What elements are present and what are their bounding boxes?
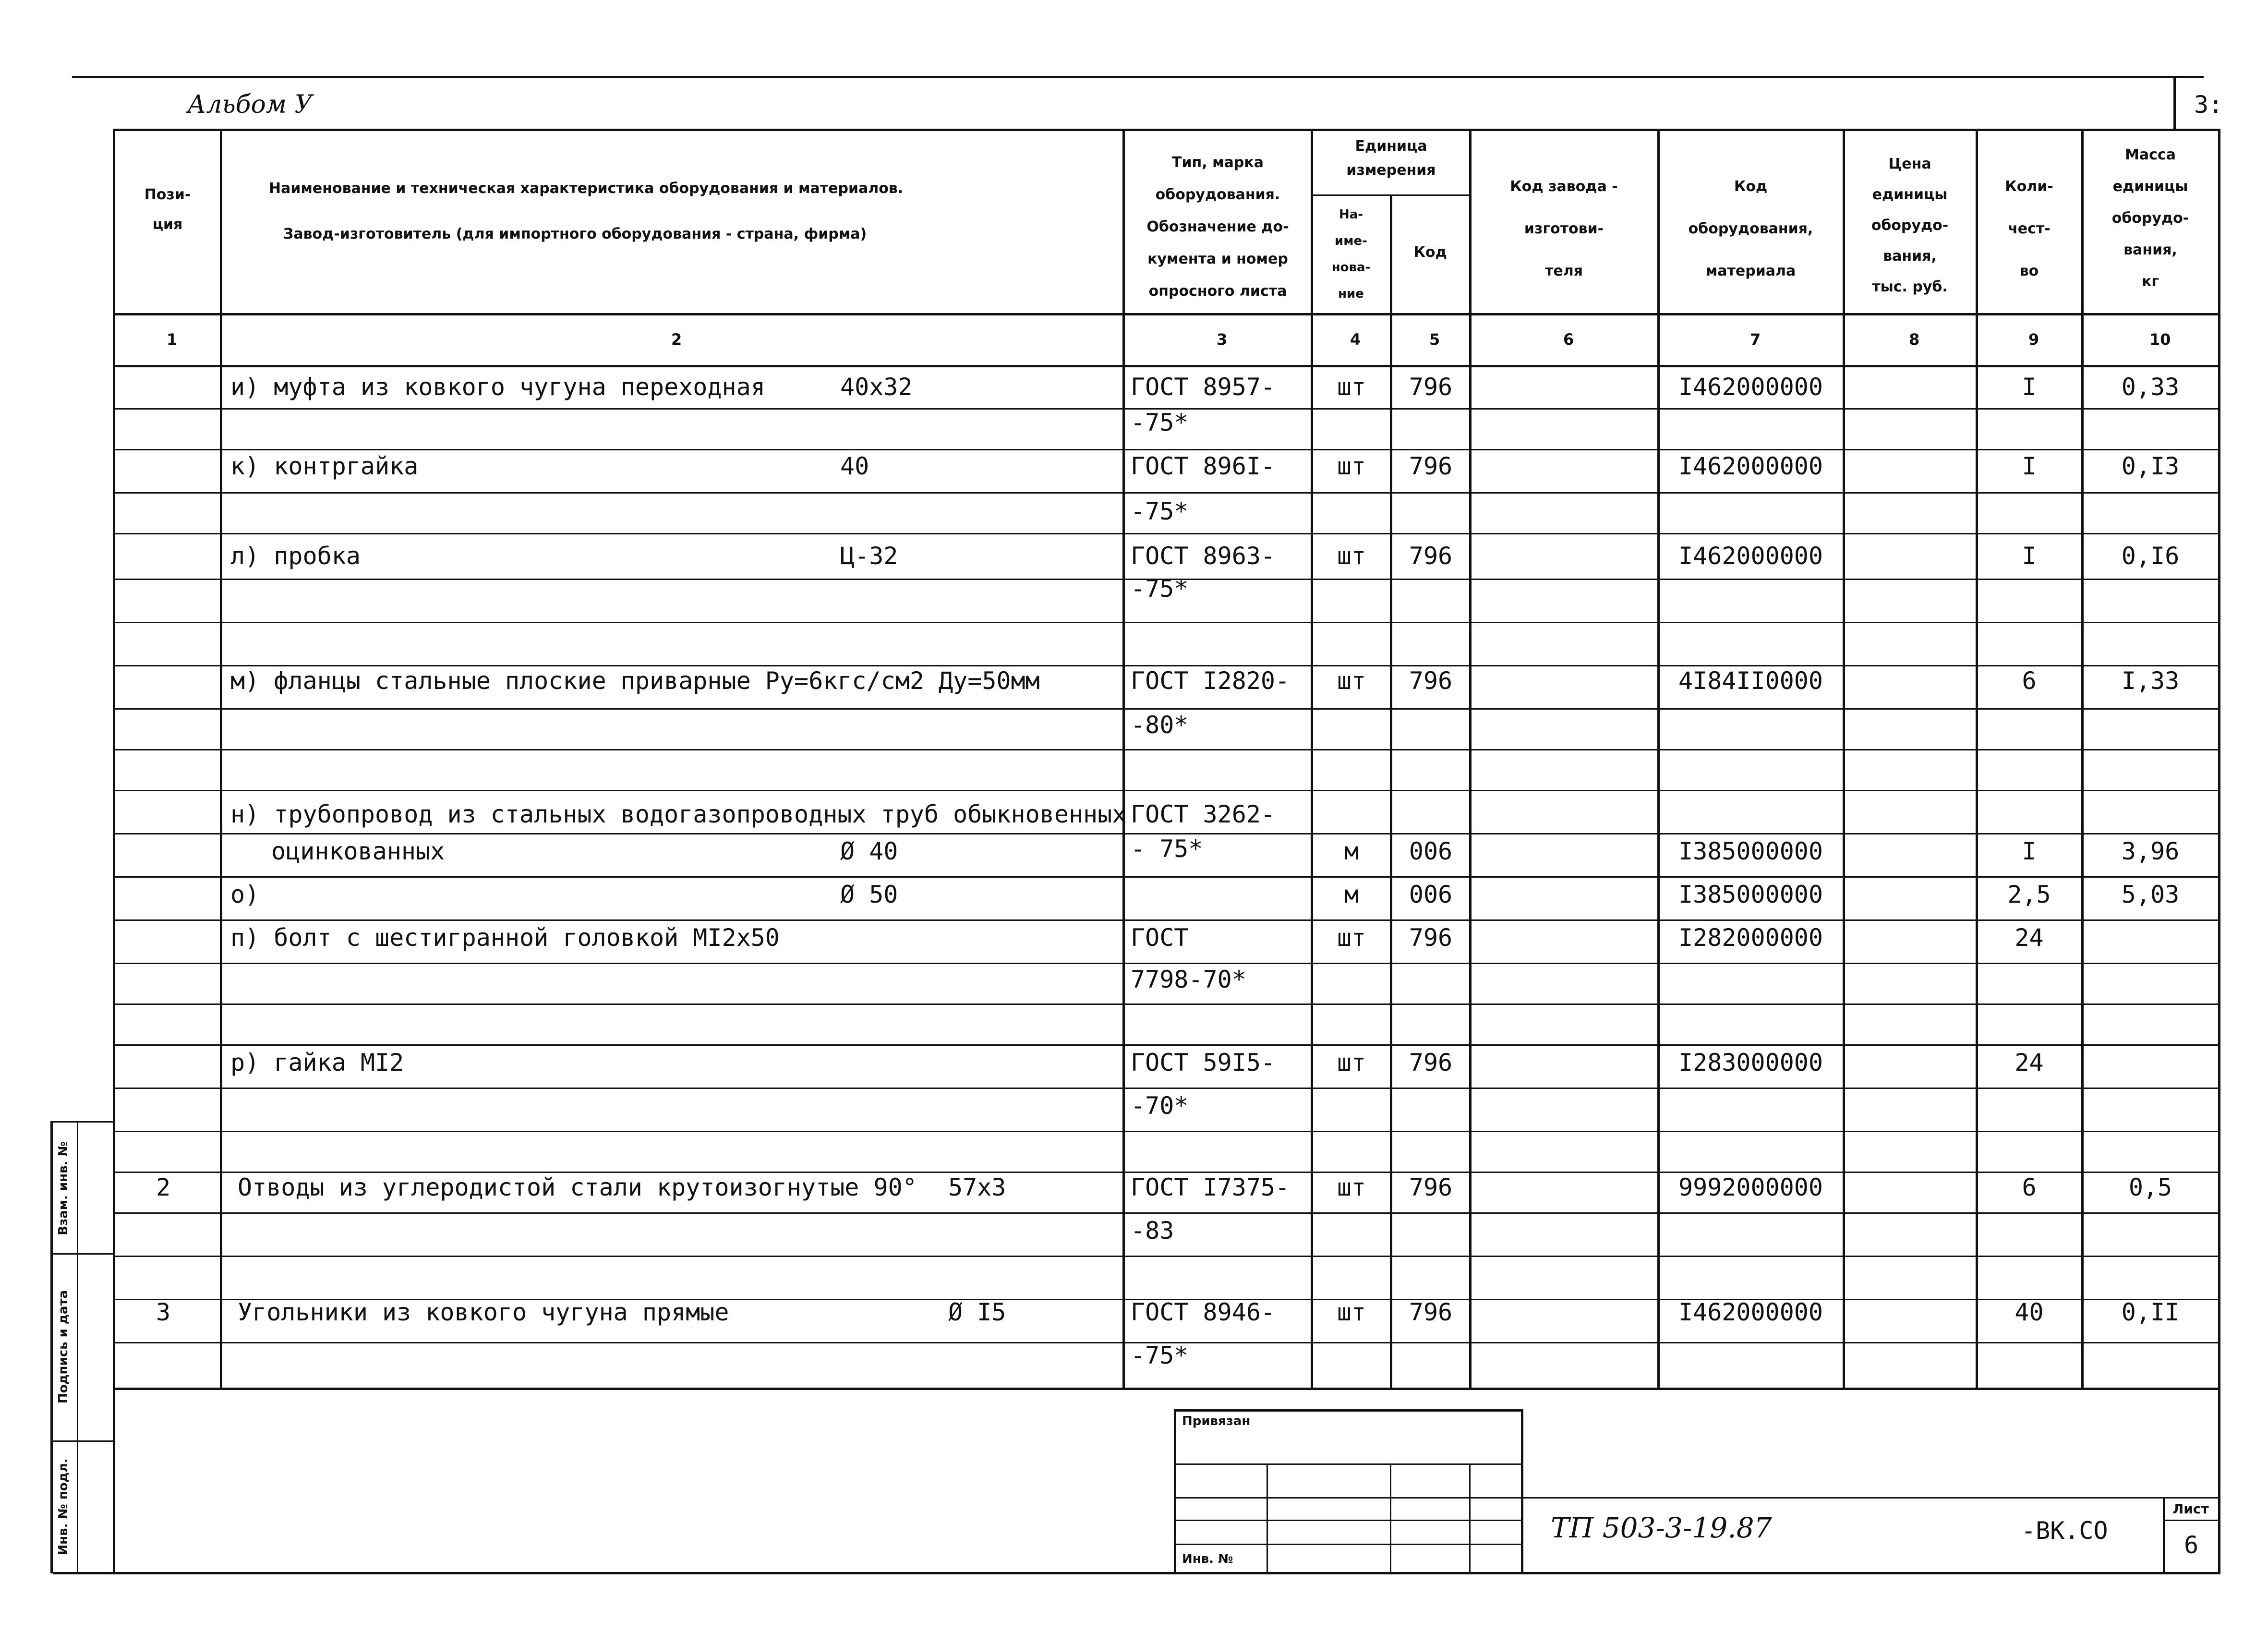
item-mass: 0,33 bbox=[2121, 373, 2180, 401]
item-name: Отводы из углеродистой стали крутоизогнутые 90° bbox=[238, 1173, 917, 1201]
item-qty: 6 bbox=[2022, 1173, 2037, 1201]
row-line bbox=[113, 492, 2220, 494]
frame-bottom bbox=[53, 1572, 2220, 1574]
item-unit-code: 006 bbox=[1409, 837, 1453, 865]
item-unit: шт bbox=[1337, 542, 1366, 570]
item-code: 9992000000 bbox=[1678, 1173, 1823, 1201]
item-mass: 0,II bbox=[2121, 1298, 2180, 1326]
item-name: н) трубопровод из стальных водогазопроводных труб обыкновенных bbox=[230, 800, 1127, 828]
row-line bbox=[113, 1044, 2220, 1046]
item-code: I282000000 bbox=[1678, 924, 1823, 952]
header-factory-code: Код завода - изготови- теля bbox=[1510, 178, 1618, 279]
item-doc-cont: -75* bbox=[1131, 497, 1189, 525]
item-code: I385000000 bbox=[1678, 881, 1823, 908]
sheet-code: -ВК.СО bbox=[2021, 1517, 2108, 1545]
row-line bbox=[113, 963, 2220, 964]
item-code: I462000000 bbox=[1678, 452, 1823, 480]
side-vzam-inv: Взам. инв. № bbox=[56, 1141, 71, 1235]
side-stamp-line bbox=[50, 1121, 114, 1123]
row-line bbox=[113, 876, 2220, 878]
item-doc-cont: -80* bbox=[1131, 711, 1189, 739]
side-inv-orig: Инв. № подл. bbox=[56, 1458, 71, 1555]
corner-box-left bbox=[2173, 76, 2176, 129]
item-unit: шт bbox=[1337, 1173, 1366, 1201]
item-doc: ГОСТ 896I- bbox=[1131, 452, 1276, 480]
item-qty: I bbox=[2022, 542, 2037, 570]
row-line bbox=[113, 708, 2220, 710]
project-code: ТП 503-3-19.87 bbox=[1551, 1511, 1772, 1544]
item-code: I385000000 bbox=[1678, 837, 1823, 865]
item-code: I462000000 bbox=[1678, 373, 1823, 401]
item-unit: шт bbox=[1337, 667, 1366, 695]
item-qty: 24 bbox=[2015, 924, 2044, 952]
col-line-5 bbox=[1469, 129, 1472, 1389]
item-unit-code: 796 bbox=[1409, 1173, 1453, 1201]
item-name: Угольники из ковкого чугуна прямые bbox=[238, 1298, 729, 1326]
item-position: 3 bbox=[156, 1298, 171, 1326]
side-sign-date: Подпись и дата bbox=[56, 1290, 71, 1404]
item-size: 57x3 bbox=[948, 1173, 1006, 1201]
item-qty: 40 bbox=[2015, 1298, 2044, 1326]
colnum-bottom-rule bbox=[113, 365, 2220, 367]
item-mass: 0,5 bbox=[2128, 1173, 2172, 1201]
item-qty: I bbox=[2022, 837, 2037, 865]
header-equipment-code: Код оборудования, материала bbox=[1688, 178, 1813, 279]
item-qty: 2,5 bbox=[2007, 881, 2051, 908]
item-mass: 5,03 bbox=[2121, 881, 2180, 908]
item-unit-code: 796 bbox=[1409, 1298, 1453, 1326]
item-name: р) гайка МI2 bbox=[230, 1049, 404, 1076]
album-label: Альбом У bbox=[187, 90, 313, 119]
header-bottom-rule bbox=[113, 313, 2220, 315]
table-bottom-rule bbox=[113, 1388, 2220, 1390]
item-unit-code: 796 bbox=[1409, 1049, 1453, 1076]
row-line bbox=[113, 790, 2220, 791]
stamp-line bbox=[1390, 1463, 1391, 1572]
item-unit: шт bbox=[1337, 1049, 1366, 1076]
item-size: 40x32 bbox=[840, 373, 913, 401]
item-name: м) фланцы стальные плоские приварные Ру=6кгс/см2 Ду=50мм bbox=[230, 667, 1040, 695]
side-stamp-line bbox=[50, 1121, 53, 1573]
item-doc-cont: -83 bbox=[1131, 1217, 1174, 1245]
sheet-number: 6 bbox=[2184, 1531, 2199, 1559]
item-doc: ГОСТ 8957- bbox=[1131, 373, 1276, 401]
item-doc: ГОСТ I2820- bbox=[1131, 667, 1290, 695]
frame-right bbox=[2218, 129, 2220, 1574]
header-mass: Масса единицы оборудо- вания, кг bbox=[2111, 146, 2189, 290]
stamp-line bbox=[1174, 1409, 1522, 1412]
item-doc: ГОСТ I7375- bbox=[1131, 1173, 1290, 1201]
stamp-line bbox=[1521, 1409, 1523, 1572]
item-code: I462000000 bbox=[1678, 1298, 1823, 1326]
row-line bbox=[113, 1131, 2220, 1132]
item-unit-code: 796 bbox=[1409, 452, 1453, 480]
item-size: Ц-32 bbox=[840, 542, 898, 570]
row-line bbox=[113, 1172, 2220, 1173]
item-name: к) контргайка bbox=[230, 452, 419, 480]
row-line bbox=[113, 1212, 2220, 1214]
item-size: Ø 50 bbox=[840, 881, 898, 908]
col-line-7 bbox=[1843, 129, 1845, 1389]
stamp-inv-no: Инв. № bbox=[1182, 1552, 1233, 1566]
sheet-label: Лист bbox=[2172, 1501, 2209, 1517]
item-size: Ø 40 bbox=[840, 837, 898, 865]
frame-left bbox=[113, 129, 115, 1574]
item-doc-cont: -70* bbox=[1131, 1092, 1189, 1120]
item-unit: шт bbox=[1337, 373, 1366, 401]
row-line bbox=[113, 622, 2220, 623]
item-doc-cont: 7798-70* bbox=[1131, 966, 1246, 993]
stamp-line bbox=[1267, 1463, 1268, 1572]
item-unit-code: 006 bbox=[1409, 881, 1453, 908]
item-name: и) муфта из ковкого чугуна переходная bbox=[230, 373, 765, 401]
unit-header-split bbox=[1311, 194, 1471, 196]
header-unit: Единица измерения bbox=[1346, 138, 1436, 179]
top-rule bbox=[72, 76, 2204, 78]
item-doc-cont: -75* bbox=[1131, 575, 1189, 603]
item-name: п) болт с шестигранной головкой МI2x50 bbox=[230, 924, 780, 952]
row-line bbox=[113, 533, 2220, 534]
header-name-line2: Завод-изготовитель (для импортного оборудования - страна, фирма) bbox=[283, 226, 867, 242]
item-qty: I bbox=[2022, 373, 2037, 401]
item-qty: I bbox=[2022, 452, 2037, 480]
row-line bbox=[113, 919, 2220, 921]
item-mass: 3,96 bbox=[2121, 837, 2180, 865]
row-line bbox=[113, 665, 2220, 666]
item-code: I462000000 bbox=[1678, 542, 1823, 570]
item-name: л) пробка bbox=[230, 542, 361, 570]
stamp-line bbox=[1174, 1409, 1176, 1572]
header-unit-code: Код bbox=[1413, 244, 1447, 261]
item-doc: ГОСТ 8946- bbox=[1131, 1298, 1276, 1326]
row-line bbox=[113, 449, 2220, 450]
side-stamp-line bbox=[50, 1253, 114, 1255]
row-line bbox=[113, 833, 2220, 834]
header-price: Цена единицы оборудо- вания, тыс. руб. bbox=[1871, 156, 1949, 295]
header-name-line1: Наименование и техническая характеристика оборудования и материалов. bbox=[269, 180, 904, 197]
row-line bbox=[113, 1088, 2220, 1089]
item-doc: ГОСТ 3262- bbox=[1131, 800, 1276, 828]
item-mass: 0,I6 bbox=[2121, 542, 2180, 570]
page-corner-number: 3: bbox=[2194, 91, 2223, 119]
item-doc-cont: - 75* bbox=[1131, 835, 1203, 863]
item-doc: ГОСТ bbox=[1131, 924, 1189, 952]
item-mass: I,33 bbox=[2121, 667, 2180, 695]
header-unit-name: На- име- нова- ние bbox=[1331, 207, 1371, 301]
item-unit-code: 796 bbox=[1409, 667, 1453, 695]
item-qty: 24 bbox=[2015, 1049, 2044, 1076]
side-stamp-line bbox=[50, 1440, 114, 1442]
title-block-rule bbox=[1521, 1497, 2220, 1499]
header-position: Пози- ция bbox=[144, 186, 191, 233]
item-doc: ГОСТ 8963- bbox=[1131, 542, 1276, 570]
item-doc-cont: -75* bbox=[1131, 409, 1189, 436]
item-unit-code: 796 bbox=[1409, 924, 1453, 952]
item-name: о) bbox=[230, 881, 260, 908]
header-type: Тип, марка оборудования. Обозначение до- кумента и номер опросного листа bbox=[1146, 154, 1289, 300]
item-doc-cont: -75* bbox=[1131, 1342, 1189, 1369]
item-name-cont: оцинкованных bbox=[271, 837, 445, 865]
sheet-box-rule bbox=[2163, 1520, 2220, 1521]
item-unit: шт bbox=[1337, 452, 1366, 480]
item-code: 4I84II0000 bbox=[1678, 667, 1823, 695]
col-line-1 bbox=[220, 129, 222, 1389]
row-line bbox=[113, 749, 2220, 750]
col-line-2 bbox=[1122, 129, 1125, 1389]
item-unit-code: 796 bbox=[1409, 542, 1453, 570]
item-position: 2 bbox=[156, 1173, 171, 1201]
side-stamp-line bbox=[77, 1121, 78, 1573]
stamp-line bbox=[1469, 1463, 1471, 1572]
item-unit: шт bbox=[1337, 1298, 1366, 1326]
item-unit: м bbox=[1344, 837, 1359, 865]
item-unit: шт bbox=[1337, 924, 1366, 952]
row-line bbox=[113, 1003, 2220, 1005]
item-unit-code: 796 bbox=[1409, 373, 1453, 401]
item-size: 40 bbox=[840, 452, 869, 480]
item-code: I283000000 bbox=[1678, 1049, 1823, 1076]
item-size: Ø I5 bbox=[948, 1298, 1006, 1326]
item-mass: 0,I3 bbox=[2121, 452, 2180, 480]
item-doc: ГОСТ 59I5- bbox=[1131, 1049, 1276, 1076]
stamp-privyazan: Привязан bbox=[1182, 1414, 1251, 1428]
header-quantity: Коли- чест- во bbox=[2005, 178, 2053, 279]
item-qty: 6 bbox=[2022, 667, 2037, 695]
row-line bbox=[113, 1256, 2220, 1257]
item-unit: м bbox=[1344, 881, 1359, 908]
frame-top bbox=[113, 129, 2220, 131]
